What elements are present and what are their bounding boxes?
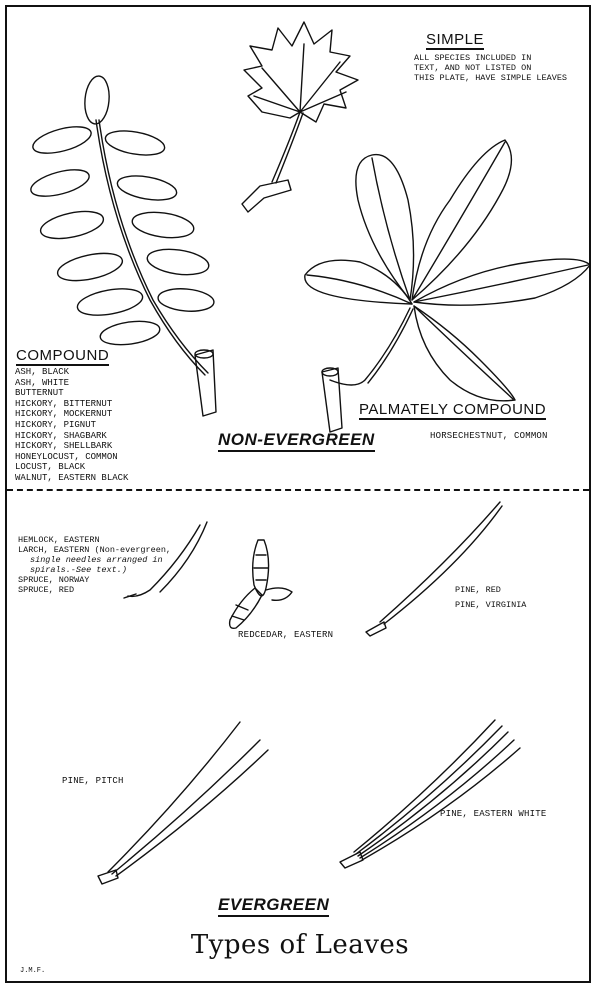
plate-title: Types of Leaves	[190, 930, 410, 960]
compound-species-list	[15, 367, 128, 484]
palmately-species: HORSECHESTNUT, COMMON	[430, 431, 548, 441]
simple-note	[414, 53, 567, 83]
pine-pitch-label: PINE, PITCH	[62, 776, 124, 786]
compound-species: HICKORY, SHAGBARK	[15, 430, 107, 441]
compound-heading: COMPOUND	[16, 347, 110, 364]
simple-note-line: ALL SPECIES INCLUDED IN	[414, 53, 532, 63]
signature: J.M.F.	[20, 967, 46, 975]
needle-line: single needles arranged in	[30, 555, 163, 565]
compound-species: HICKORY, SHELLBARK	[15, 441, 113, 452]
redcedar-drawing	[230, 540, 292, 628]
pine-red-drawing	[366, 502, 502, 636]
compound-species: WALNUT, EASTERN BLACK	[15, 472, 129, 483]
simple-note-line: TEXT, AND NOT LISTED ON	[414, 63, 532, 73]
needle-line: LARCH, EASTERN (Non-evergreen,	[18, 545, 172, 555]
pine-red-labels	[455, 585, 526, 610]
pine-pitch-drawing	[98, 722, 268, 884]
evergreen-label: EVERGREEN	[218, 895, 329, 917]
simple-heading: SIMPLE	[426, 31, 485, 48]
compound-species: HICKORY, BITTERNUT	[15, 398, 113, 409]
pine-white-label: PINE, EASTERN WHITE	[440, 809, 547, 819]
needle-line: SPRUCE, RED	[18, 585, 75, 595]
pine-virginia-label: PINE, VIRGINIA	[455, 600, 527, 610]
pine-white-drawing	[340, 720, 520, 868]
needle-line: spirals.-See text.)	[30, 565, 127, 575]
compound-species: HONEYLOCUST, COMMON	[15, 451, 118, 462]
compound-species: LOCUST, BLACK	[15, 462, 86, 473]
compound-species: ASH, WHITE	[15, 377, 70, 388]
palmately-compound-drawing	[305, 140, 590, 432]
needle-line: SPRUCE, NORWAY	[18, 575, 90, 585]
single-needles-list	[18, 535, 171, 595]
compound-species: HICKORY, MOCKERNUT	[15, 409, 113, 420]
compound-species: ASH, BLACK	[15, 367, 70, 377]
simple-leaf-drawing	[242, 22, 358, 212]
needle-line: HEMLOCK, EASTERN	[18, 535, 100, 545]
compound-species: HICKORY, PIGNUT	[15, 419, 97, 430]
compound-species: BUTTERNUT	[15, 388, 64, 399]
palmately-heading: PALMATELY COMPOUND	[359, 401, 547, 418]
non-evergreen-label: NON-EVERGREEN	[218, 430, 375, 452]
pine-red-label: PINE, RED	[455, 585, 501, 595]
redcedar-label: REDCEDAR, EASTERN	[238, 630, 334, 640]
simple-note-line: THIS PLATE, HAVE SIMPLE LEAVES	[414, 73, 568, 83]
